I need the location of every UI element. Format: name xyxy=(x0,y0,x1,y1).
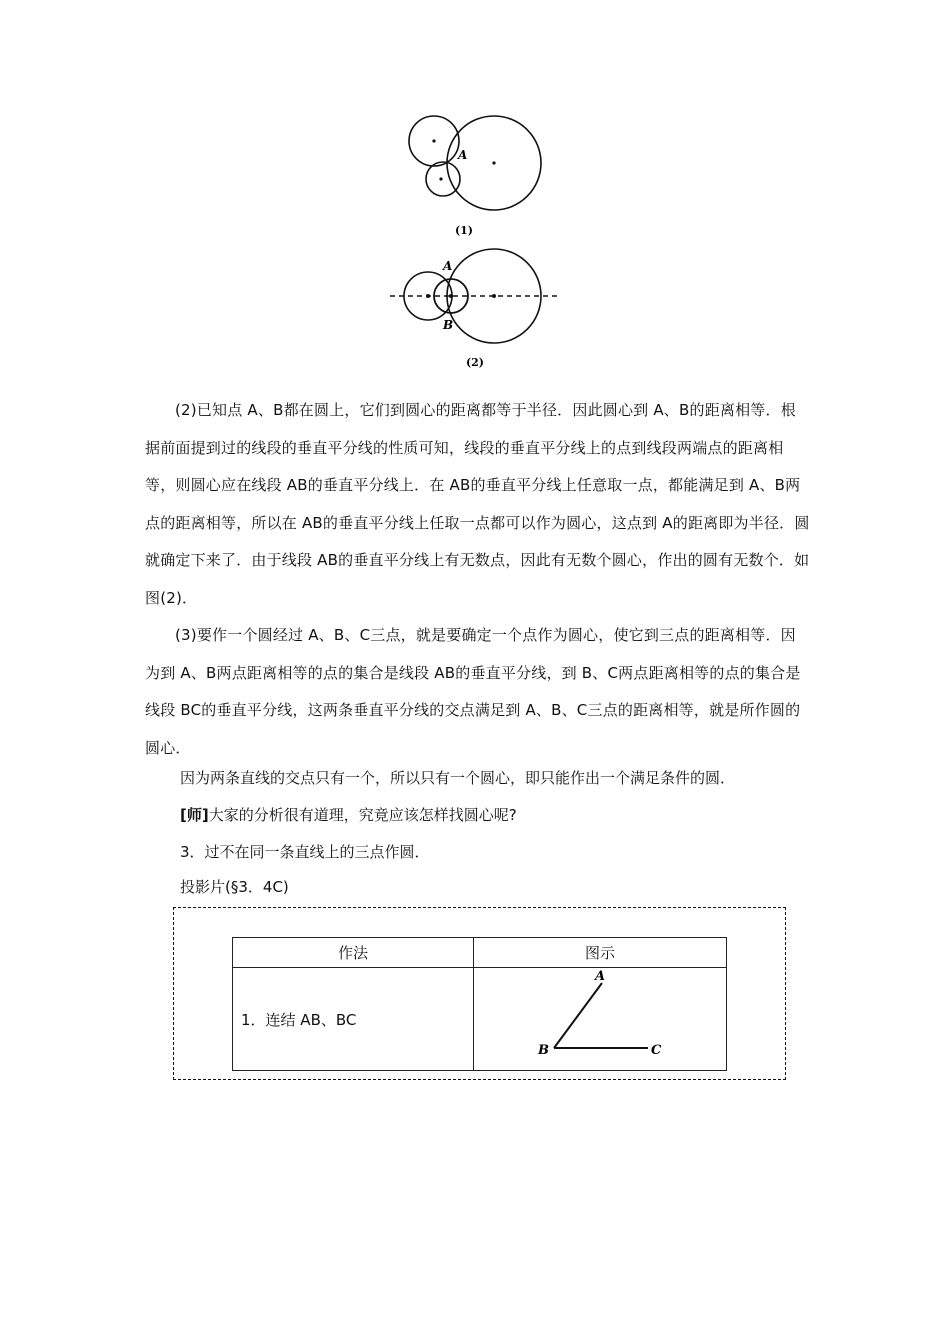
table-header-row xyxy=(233,938,727,968)
figure-1-caption: (1) xyxy=(454,224,474,237)
teacher-text: 大家的分析很有道理，究竟应该怎样找圆心呢? xyxy=(208,806,517,824)
point-a-label: A xyxy=(443,259,453,273)
figure-2-circles-through-ab xyxy=(385,244,565,372)
point-b-label: B xyxy=(538,1043,549,1058)
teacher-tag: [师] xyxy=(180,806,209,824)
step-1-diagram xyxy=(474,968,726,1066)
figure-2-caption: (2) xyxy=(465,356,485,369)
section-heading: 3．过不在同一条直线上的三点作圆． xyxy=(180,843,430,861)
figure-1-three-circles xyxy=(400,110,550,240)
paragraph-3: (3)要作一个圆经过 A、B、C三点，就是要确定一个点作为圆心，使它到三点的距离相等．因为到 A、B两点距离相等的点的集合是线段 AB的垂直平分线，到 B、C两点距离相等的点的集合是线段 BC的垂直平分线，这两条垂直平分线的交点满足到 A、B、C三点的距离相等，就是所作圆的圆心． xyxy=(145,626,801,757)
step-1-text: 1．连结 AB、BC xyxy=(233,968,474,1071)
header-method: 作法 xyxy=(233,938,474,968)
center-dot-upper xyxy=(432,139,435,142)
segment-ab xyxy=(554,983,602,1048)
header-diagram: 图示 xyxy=(474,938,727,968)
center-dot-lower xyxy=(439,177,442,180)
center-dot-1 xyxy=(426,294,430,298)
paragraph-2: (2)已知点 A、B都在圆上，它们到圆心的距离都等于半径．因此圆心到 A、B的距离相等．根据前面提到过的线段的垂直平分线的性质可知，线段的垂直平分线上的点到线段两端点的距离相等，则圆心应在线段 AB的垂直平分线上．在 AB的垂直平分线上任意取一点，都能满足到 A、B两点的距离相等，所以在 AB的垂直平分线上任取一点都可以作为圆心，这点到 A的距离即为半径．圆就确定下来了．由于线段 AB的垂直平分线上有无数点，因此有无数个圆心，作出的圆有无数个．如图(2)． xyxy=(145,401,810,607)
point-b-label: B xyxy=(443,318,454,332)
center-dot-large xyxy=(492,161,495,164)
construction-table xyxy=(232,937,727,1071)
center-dot-3 xyxy=(492,294,496,298)
point-a-label: A xyxy=(458,148,468,162)
circle-lower-left xyxy=(426,162,460,196)
paragraph-4: 因为两条直线的交点只有一个，所以只有一个圆心，即只能作出一个满足条件的圆． xyxy=(180,769,736,787)
slide-reference: 投影片(§3．4C) xyxy=(180,878,289,896)
table-row xyxy=(233,968,727,1071)
step-1-diagram-cell xyxy=(474,968,727,1071)
teacher-line xyxy=(180,804,517,825)
point-c-label: C xyxy=(651,1043,662,1058)
center-dot-2 xyxy=(449,294,453,298)
point-a-label: A xyxy=(595,969,606,984)
slide-box xyxy=(173,907,786,1080)
